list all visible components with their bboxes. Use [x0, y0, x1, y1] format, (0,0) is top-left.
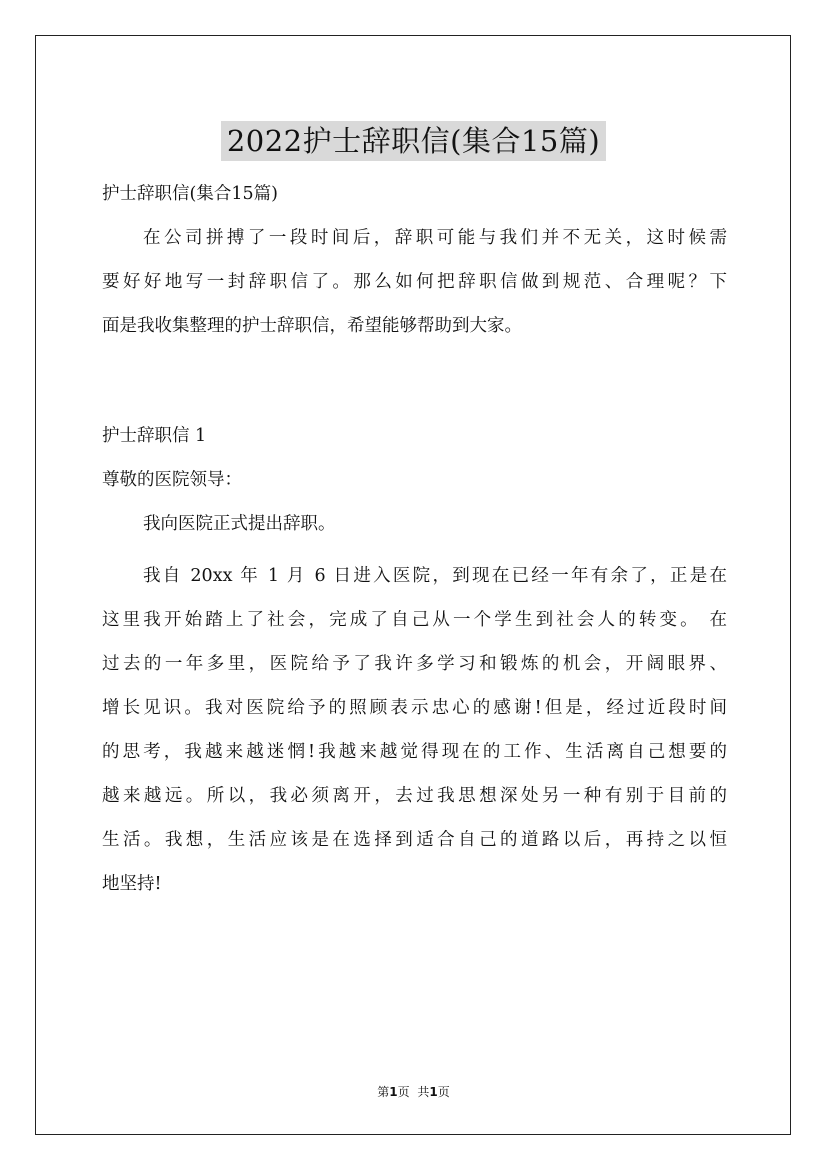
- document-subtitle: 护士辞职信(集合15篇): [102, 184, 278, 204]
- footer-prefix: 第: [377, 1085, 390, 1099]
- body-line-8: 地坚持!: [102, 874, 162, 894]
- page-footer: [0, 1084, 827, 1100]
- intro-line-3: 面是我收集整理的护士辞职信，希望能够帮助到大家。: [102, 316, 522, 336]
- footer-page-suffix: 页: [397, 1085, 410, 1099]
- body-line-4: 增长见识。我对医院给予的照顾表示忠心的感谢!但是，经过近段时间: [102, 698, 727, 718]
- footer-total-pages: 1: [429, 1085, 438, 1099]
- paragraph-spacer: [102, 546, 727, 554]
- section-heading: 护士辞职信 1: [102, 426, 207, 446]
- footer-total-suffix: 页: [437, 1085, 450, 1099]
- opening-sentence: 我向医院正式提出辞职。: [143, 514, 336, 534]
- document-title: 2022护士辞职信(集合15篇): [221, 121, 606, 161]
- footer-page-number: 1: [389, 1085, 398, 1099]
- body-line-3: 过去的一年多里，医院给予了我许多学习和锻炼的机会，开阔眼界、: [102, 654, 727, 674]
- intro-line-2: 要好好地写一封辞职信了。那么如何把辞职信做到规范、合理呢？下: [102, 272, 727, 292]
- title-container: [0, 102, 827, 181]
- salutation: 尊敬的医院领导：: [102, 470, 242, 490]
- body-line-1: 我自 20xx 年 1 月 6 日进入医院，到现在已经一年有余了，正是在: [143, 566, 727, 586]
- body-line-2: 这里我开始踏上了社会，完成了自己从一个学生到社会人的转变。 在: [102, 610, 727, 630]
- footer-total-prefix: 共: [417, 1085, 430, 1099]
- body-line-5: 的思考，我越来越迷惘!我越来越觉得现在的工作、生活离自己想要的: [102, 742, 727, 762]
- intro-line-1: 在公司拼搏了一段时间后，辞职可能与我们并不无关，这时候需: [143, 228, 727, 248]
- section-spacer: [102, 348, 727, 414]
- document-body: [102, 172, 727, 906]
- body-line-6: 越来越远。所以，我必须离开，去过我思想深处另一种有别于目前的: [102, 786, 727, 806]
- body-line-7: 生活。我想，生活应该是在选择到适合自己的道路以后，再持之以恒: [102, 830, 727, 850]
